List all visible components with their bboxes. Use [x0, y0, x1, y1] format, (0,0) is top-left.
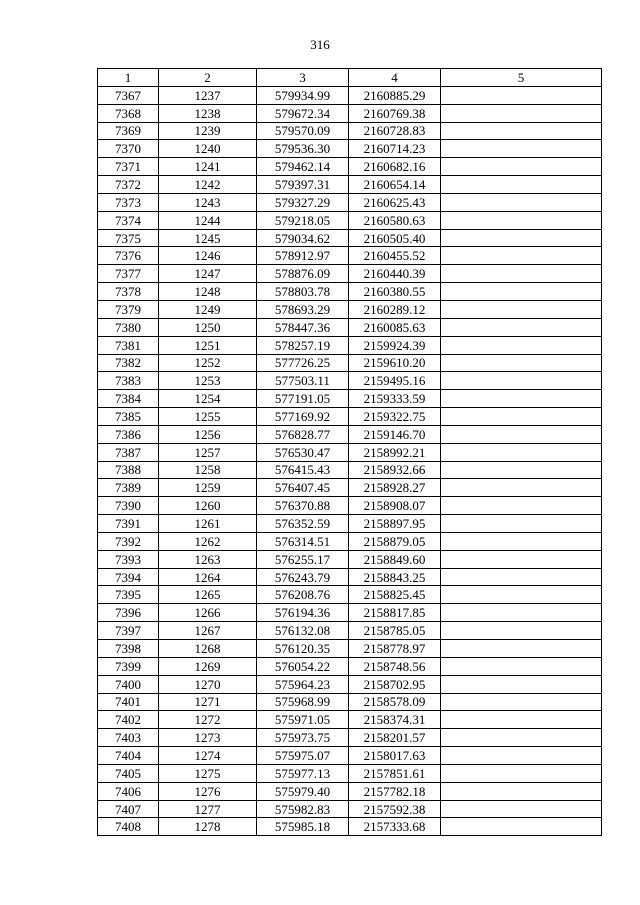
table-row	[98, 211, 602, 229]
row-number-cell: 7377	[98, 265, 159, 283]
y-coordinate-cell: 2160380.55	[349, 283, 441, 301]
row-number-cell: 7382	[98, 354, 159, 372]
x-coordinate-cell: 579397.31	[257, 176, 349, 194]
note-cell	[441, 265, 602, 283]
table-row	[98, 479, 602, 497]
y-coordinate-cell: 2160440.39	[349, 265, 441, 283]
point-number-cell: 1273	[159, 729, 257, 747]
y-coordinate-cell: 2158785.05	[349, 622, 441, 640]
y-coordinate-cell: 2158748.56	[349, 657, 441, 675]
note-cell	[441, 122, 602, 140]
y-coordinate-cell: 2160654.14	[349, 176, 441, 194]
y-coordinate-cell: 2158928.27	[349, 479, 441, 497]
note-cell	[441, 372, 602, 390]
point-number-cell: 1268	[159, 640, 257, 658]
x-coordinate-cell: 578803.78	[257, 283, 349, 301]
row-number-cell: 7395	[98, 586, 159, 604]
table-row	[98, 461, 602, 479]
y-coordinate-cell: 2158201.57	[349, 729, 441, 747]
x-coordinate-cell: 576120.35	[257, 640, 349, 658]
x-coordinate-cell: 576243.79	[257, 568, 349, 586]
table-row	[98, 372, 602, 390]
table-row	[98, 747, 602, 765]
row-number-cell: 7388	[98, 461, 159, 479]
x-coordinate-cell: 577726.25	[257, 354, 349, 372]
note-cell	[441, 176, 602, 194]
table-row	[98, 176, 602, 194]
row-number-cell: 7371	[98, 158, 159, 176]
x-coordinate-cell: 576194.36	[257, 604, 349, 622]
point-number-cell: 1260	[159, 497, 257, 515]
point-number-cell: 1243	[159, 193, 257, 211]
y-coordinate-cell: 2159322.75	[349, 408, 441, 426]
table-row	[98, 604, 602, 622]
row-number-cell: 7385	[98, 408, 159, 426]
point-number-cell: 1277	[159, 800, 257, 818]
x-coordinate-cell: 576407.45	[257, 479, 349, 497]
note-cell	[441, 568, 602, 586]
y-coordinate-cell: 2159333.59	[349, 390, 441, 408]
row-number-cell: 7402	[98, 711, 159, 729]
x-coordinate-cell: 575982.83	[257, 800, 349, 818]
row-number-cell: 7381	[98, 336, 159, 354]
row-number-cell: 7403	[98, 729, 159, 747]
y-coordinate-cell: 2158825.45	[349, 586, 441, 604]
note-cell	[441, 300, 602, 318]
table-row	[98, 568, 602, 586]
x-coordinate-cell: 575979.40	[257, 782, 349, 800]
row-number-cell: 7389	[98, 479, 159, 497]
row-number-cell: 7369	[98, 122, 159, 140]
x-coordinate-cell: 576415.43	[257, 461, 349, 479]
table-row	[98, 140, 602, 158]
table-row	[98, 675, 602, 693]
table-row	[98, 408, 602, 426]
row-number-cell: 7400	[98, 675, 159, 693]
note-cell	[441, 193, 602, 211]
x-coordinate-cell: 577503.11	[257, 372, 349, 390]
y-coordinate-cell: 2158843.25	[349, 568, 441, 586]
note-cell	[441, 211, 602, 229]
y-coordinate-cell: 2160769.38	[349, 104, 441, 122]
note-cell	[441, 818, 602, 836]
table-row	[98, 336, 602, 354]
y-coordinate-cell: 2158908.07	[349, 497, 441, 515]
point-number-cell: 1255	[159, 408, 257, 426]
row-number-cell: 7379	[98, 300, 159, 318]
column-header-3: 3	[257, 69, 349, 87]
point-number-cell: 1265	[159, 586, 257, 604]
table-row	[98, 693, 602, 711]
point-number-cell: 1261	[159, 515, 257, 533]
y-coordinate-cell: 2158897.95	[349, 515, 441, 533]
point-number-cell: 1244	[159, 211, 257, 229]
x-coordinate-cell: 578912.97	[257, 247, 349, 265]
y-coordinate-cell: 2158578.09	[349, 693, 441, 711]
y-coordinate-cell: 2158778.97	[349, 640, 441, 658]
point-number-cell: 1238	[159, 104, 257, 122]
table-row	[98, 193, 602, 211]
y-coordinate-cell: 2159146.70	[349, 425, 441, 443]
point-number-cell: 1271	[159, 693, 257, 711]
y-coordinate-cell: 2158849.60	[349, 550, 441, 568]
y-coordinate-cell: 2158932.66	[349, 461, 441, 479]
x-coordinate-cell: 579218.05	[257, 211, 349, 229]
row-number-cell: 7367	[98, 86, 159, 104]
note-cell	[441, 729, 602, 747]
row-number-cell: 7393	[98, 550, 159, 568]
row-number-cell: 7405	[98, 764, 159, 782]
row-number-cell: 7401	[98, 693, 159, 711]
row-number-cell: 7398	[98, 640, 159, 658]
point-number-cell: 1257	[159, 443, 257, 461]
x-coordinate-cell: 575985.18	[257, 818, 349, 836]
table-row	[98, 532, 602, 550]
y-coordinate-cell: 2157851.61	[349, 764, 441, 782]
point-number-cell: 1262	[159, 532, 257, 550]
x-coordinate-cell: 576828.77	[257, 425, 349, 443]
row-number-cell: 7396	[98, 604, 159, 622]
note-cell	[441, 354, 602, 372]
y-coordinate-cell: 2157782.18	[349, 782, 441, 800]
x-coordinate-cell: 575977.13	[257, 764, 349, 782]
note-cell	[441, 443, 602, 461]
table-row	[98, 158, 602, 176]
x-coordinate-cell: 578447.36	[257, 318, 349, 336]
point-number-cell: 1242	[159, 176, 257, 194]
table-body	[98, 86, 602, 835]
point-number-cell: 1256	[159, 425, 257, 443]
table-row	[98, 354, 602, 372]
table-row	[98, 800, 602, 818]
page-number: 316	[310, 37, 330, 52]
x-coordinate-cell: 576530.47	[257, 443, 349, 461]
column-header-4: 4	[349, 69, 441, 87]
table-row	[98, 247, 602, 265]
note-cell	[441, 657, 602, 675]
point-number-cell: 1274	[159, 747, 257, 765]
point-number-cell: 1275	[159, 764, 257, 782]
note-cell	[441, 747, 602, 765]
row-number-cell: 7383	[98, 372, 159, 390]
point-number-cell: 1246	[159, 247, 257, 265]
x-coordinate-cell: 575968.99	[257, 693, 349, 711]
note-cell	[441, 86, 602, 104]
note-cell	[441, 497, 602, 515]
y-coordinate-cell: 2157592.38	[349, 800, 441, 818]
y-coordinate-cell: 2160885.29	[349, 86, 441, 104]
row-number-cell: 7372	[98, 176, 159, 194]
y-coordinate-cell: 2159495.16	[349, 372, 441, 390]
point-number-cell: 1245	[159, 229, 257, 247]
note-cell	[441, 604, 602, 622]
table-row	[98, 122, 602, 140]
note-cell	[441, 390, 602, 408]
table-row	[98, 104, 602, 122]
x-coordinate-cell: 579536.30	[257, 140, 349, 158]
note-cell	[441, 247, 602, 265]
x-coordinate-cell: 575973.75	[257, 729, 349, 747]
note-cell	[441, 425, 602, 443]
table-row	[98, 229, 602, 247]
table-row	[98, 443, 602, 461]
note-cell	[441, 140, 602, 158]
point-number-cell: 1237	[159, 86, 257, 104]
y-coordinate-cell: 2160505.40	[349, 229, 441, 247]
y-coordinate-cell: 2160625.43	[349, 193, 441, 211]
row-number-cell: 7390	[98, 497, 159, 515]
x-coordinate-cell: 578693.29	[257, 300, 349, 318]
note-cell	[441, 622, 602, 640]
table-row	[98, 265, 602, 283]
note-cell	[441, 283, 602, 301]
row-number-cell: 7407	[98, 800, 159, 818]
y-coordinate-cell: 2160580.63	[349, 211, 441, 229]
row-number-cell: 7386	[98, 425, 159, 443]
point-number-cell: 1276	[159, 782, 257, 800]
y-coordinate-cell: 2160728.83	[349, 122, 441, 140]
x-coordinate-cell: 579570.09	[257, 122, 349, 140]
point-number-cell: 1269	[159, 657, 257, 675]
point-number-cell: 1264	[159, 568, 257, 586]
y-coordinate-cell: 2159610.20	[349, 354, 441, 372]
table-row	[98, 300, 602, 318]
row-number-cell: 7406	[98, 782, 159, 800]
table-row	[98, 586, 602, 604]
point-number-cell: 1272	[159, 711, 257, 729]
table-row	[98, 550, 602, 568]
table-row	[98, 640, 602, 658]
note-cell	[441, 336, 602, 354]
point-number-cell: 1266	[159, 604, 257, 622]
x-coordinate-cell: 575964.23	[257, 675, 349, 693]
point-number-cell: 1241	[159, 158, 257, 176]
point-number-cell: 1263	[159, 550, 257, 568]
note-cell	[441, 318, 602, 336]
table-row	[98, 764, 602, 782]
x-coordinate-cell: 579672.34	[257, 104, 349, 122]
point-number-cell: 1250	[159, 318, 257, 336]
note-cell	[441, 782, 602, 800]
x-coordinate-cell: 578876.09	[257, 265, 349, 283]
table-row	[98, 86, 602, 104]
point-number-cell: 1240	[159, 140, 257, 158]
y-coordinate-cell: 2160289.12	[349, 300, 441, 318]
row-number-cell: 7394	[98, 568, 159, 586]
note-cell	[441, 800, 602, 818]
x-coordinate-cell: 579462.14	[257, 158, 349, 176]
row-number-cell: 7399	[98, 657, 159, 675]
note-cell	[441, 550, 602, 568]
table-row	[98, 497, 602, 515]
note-cell	[441, 479, 602, 497]
table-row	[98, 729, 602, 747]
table-header-row	[98, 69, 602, 87]
x-coordinate-cell: 575971.05	[257, 711, 349, 729]
note-cell	[441, 711, 602, 729]
point-number-cell: 1267	[159, 622, 257, 640]
point-number-cell: 1247	[159, 265, 257, 283]
y-coordinate-cell: 2157333.68	[349, 818, 441, 836]
point-number-cell: 1252	[159, 354, 257, 372]
x-coordinate-cell: 576132.08	[257, 622, 349, 640]
row-number-cell: 7408	[98, 818, 159, 836]
x-coordinate-cell: 577169.92	[257, 408, 349, 426]
x-coordinate-cell: 577191.05	[257, 390, 349, 408]
note-cell	[441, 640, 602, 658]
point-number-cell: 1253	[159, 372, 257, 390]
note-cell	[441, 461, 602, 479]
note-cell	[441, 675, 602, 693]
table-row	[98, 711, 602, 729]
row-number-cell: 7370	[98, 140, 159, 158]
row-number-cell: 7387	[98, 443, 159, 461]
x-coordinate-cell: 576054.22	[257, 657, 349, 675]
column-header-5: 5	[441, 69, 602, 87]
point-number-cell: 1259	[159, 479, 257, 497]
column-header-2: 2	[159, 69, 257, 87]
point-number-cell: 1270	[159, 675, 257, 693]
x-coordinate-cell: 579034.62	[257, 229, 349, 247]
table-row	[98, 657, 602, 675]
x-coordinate-cell: 575975.07	[257, 747, 349, 765]
table-row	[98, 515, 602, 533]
row-number-cell: 7391	[98, 515, 159, 533]
point-number-cell: 1258	[159, 461, 257, 479]
column-header-1: 1	[98, 69, 159, 87]
table-row	[98, 782, 602, 800]
table-row	[98, 318, 602, 336]
note-cell	[441, 693, 602, 711]
note-cell	[441, 515, 602, 533]
y-coordinate-cell: 2160085.63	[349, 318, 441, 336]
row-number-cell: 7380	[98, 318, 159, 336]
note-cell	[441, 229, 602, 247]
row-number-cell: 7378	[98, 283, 159, 301]
y-coordinate-cell: 2158992.21	[349, 443, 441, 461]
row-number-cell: 7376	[98, 247, 159, 265]
note-cell	[441, 586, 602, 604]
row-number-cell: 7373	[98, 193, 159, 211]
x-coordinate-cell: 576208.76	[257, 586, 349, 604]
table-row	[98, 425, 602, 443]
x-coordinate-cell: 578257.19	[257, 336, 349, 354]
point-number-cell: 1254	[159, 390, 257, 408]
coordinates-table	[97, 68, 602, 836]
point-number-cell: 1249	[159, 300, 257, 318]
row-number-cell: 7397	[98, 622, 159, 640]
row-number-cell: 7384	[98, 390, 159, 408]
y-coordinate-cell: 2158017.63	[349, 747, 441, 765]
point-number-cell: 1251	[159, 336, 257, 354]
point-number-cell: 1239	[159, 122, 257, 140]
note-cell	[441, 104, 602, 122]
y-coordinate-cell: 2158374.31	[349, 711, 441, 729]
y-coordinate-cell: 2160714.23	[349, 140, 441, 158]
x-coordinate-cell: 579934.99	[257, 86, 349, 104]
y-coordinate-cell: 2158879.05	[349, 532, 441, 550]
y-coordinate-cell: 2160682.16	[349, 158, 441, 176]
table-row	[98, 622, 602, 640]
row-number-cell: 7404	[98, 747, 159, 765]
note-cell	[441, 158, 602, 176]
x-coordinate-cell: 576255.17	[257, 550, 349, 568]
row-number-cell: 7374	[98, 211, 159, 229]
table-row	[98, 818, 602, 836]
note-cell	[441, 764, 602, 782]
y-coordinate-cell: 2158817.85	[349, 604, 441, 622]
x-coordinate-cell: 576314.51	[257, 532, 349, 550]
table-row	[98, 390, 602, 408]
note-cell	[441, 532, 602, 550]
y-coordinate-cell: 2158702.95	[349, 675, 441, 693]
row-number-cell: 7368	[98, 104, 159, 122]
x-coordinate-cell: 576370.88	[257, 497, 349, 515]
point-number-cell: 1248	[159, 283, 257, 301]
y-coordinate-cell: 2160455.52	[349, 247, 441, 265]
y-coordinate-cell: 2159924.39	[349, 336, 441, 354]
x-coordinate-cell: 576352.59	[257, 515, 349, 533]
note-cell	[441, 408, 602, 426]
x-coordinate-cell: 579327.29	[257, 193, 349, 211]
row-number-cell: 7392	[98, 532, 159, 550]
table-row	[98, 283, 602, 301]
point-number-cell: 1278	[159, 818, 257, 836]
row-number-cell: 7375	[98, 229, 159, 247]
